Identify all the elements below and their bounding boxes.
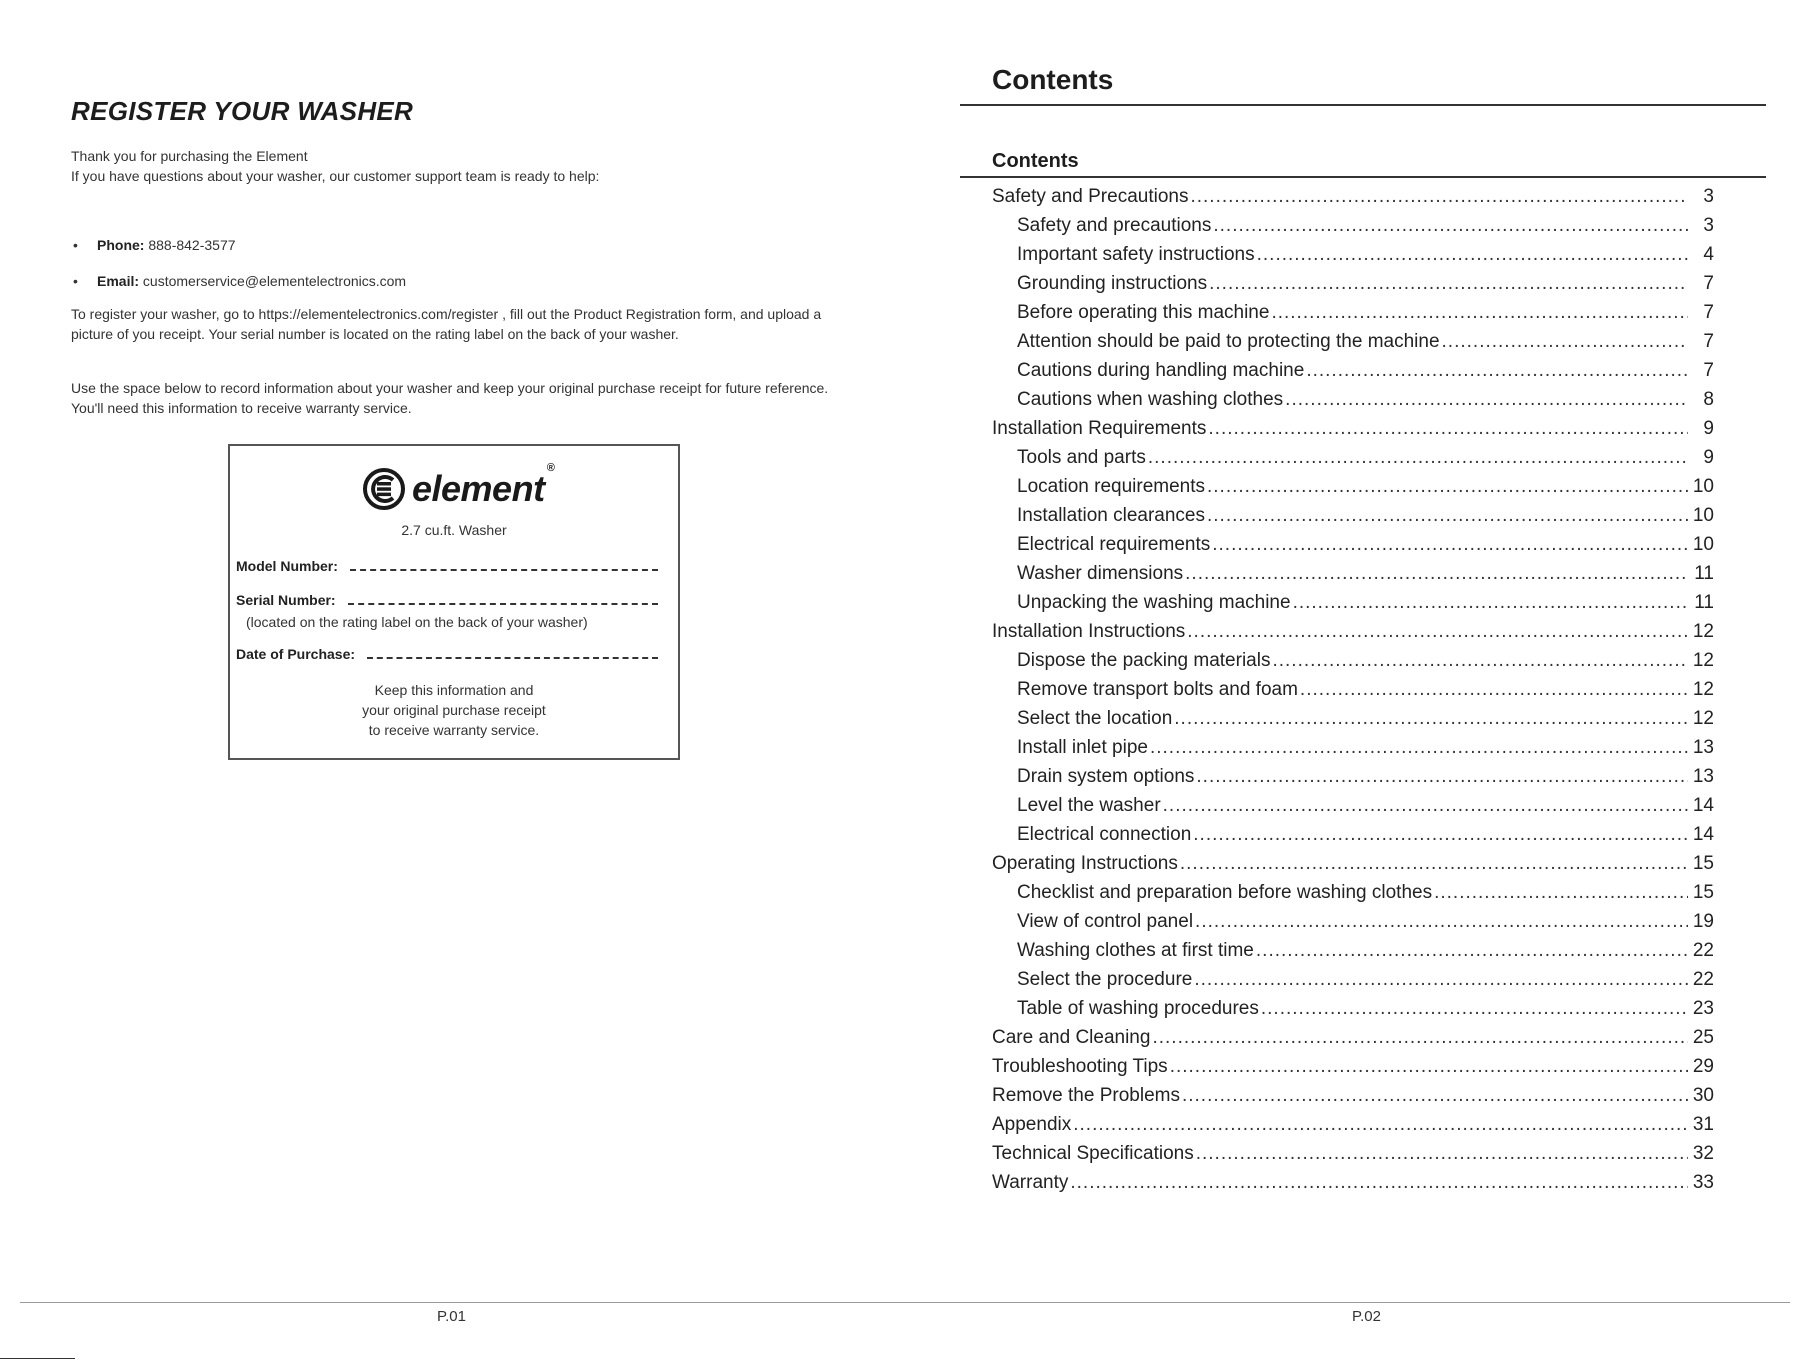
toc-entry-title: Electrical requirements (1017, 534, 1211, 555)
contents-title: Contents (992, 64, 1114, 95)
toc-entry-page: 30 (1692, 1085, 1714, 1106)
toc-entry-title: Checklist and preparation before washing clothes (1017, 882, 1433, 903)
toc-entry-page: 8 (1703, 389, 1714, 410)
toc-entry-title: Tools and parts (1017, 447, 1146, 468)
serial-number-line[interactable] (348, 603, 658, 605)
toc-entry-title: Level the washer (1017, 795, 1161, 816)
toc-entry-page: 22 (1692, 940, 1714, 961)
toc-entry[interactable] (992, 476, 1714, 505)
toc-entry-title: Safety and precautions (1017, 215, 1212, 236)
toc-entry[interactable] (992, 998, 1714, 1027)
contact-phone (71, 235, 406, 271)
toc-entry-title: Technical Specifications (992, 1143, 1194, 1164)
purchase-date-label: Date of Purchase: (236, 646, 356, 662)
toc-leader-dots (1261, 998, 1688, 1020)
toc-entry-page: 10 (1692, 476, 1714, 497)
toc-leader-dots (1285, 389, 1688, 411)
toc-leader-dots (1070, 1172, 1688, 1194)
toc-leader-dots (1193, 824, 1688, 846)
toc-leader-dots (1150, 737, 1688, 759)
toc-entry[interactable] (992, 215, 1714, 244)
brand-name (412, 462, 555, 510)
intro-line-2: If you have questions about your washer, our customer support team is ready to help: (71, 168, 600, 184)
toc-entry-page: 3 (1703, 186, 1714, 207)
toc-leader-dots (1208, 418, 1688, 440)
intro-line-1: Thank you for purchasing the Element (71, 148, 308, 164)
toc-entry-page: 15 (1692, 853, 1714, 874)
toc-leader-dots (1271, 302, 1688, 324)
toc-entry-page: 25 (1692, 1027, 1714, 1048)
toc-entry-title: Install inlet pipe (1017, 737, 1148, 758)
toc-entry-page: 12 (1692, 708, 1714, 729)
phone-label: Phone: (97, 237, 145, 253)
toc-entry-page: 12 (1692, 621, 1714, 642)
toc-entry[interactable] (992, 592, 1714, 621)
toc-entry[interactable] (992, 1085, 1714, 1114)
toc-leader-dots (1073, 1114, 1688, 1136)
keep-info-note (230, 680, 678, 740)
toc-leader-dots (1196, 1143, 1688, 1165)
toc-entry[interactable] (992, 708, 1714, 737)
toc-entry-page: 10 (1692, 505, 1714, 526)
toc-entry[interactable] (992, 302, 1714, 331)
card-subtitle: 2.7 cu.ft. Washer (401, 522, 507, 538)
toc-entry[interactable] (992, 563, 1714, 592)
toc-leader-dots (1300, 679, 1688, 701)
toc-leader-dots (1190, 186, 1688, 208)
toc-leader-dots (1148, 447, 1688, 469)
toc-entry[interactable] (992, 1114, 1714, 1143)
toc-leader-dots (1182, 1085, 1688, 1107)
toc-entry-page: 7 (1703, 331, 1714, 352)
toc-entry[interactable] (992, 737, 1714, 766)
toc-leader-dots (1306, 360, 1688, 382)
toc-leader-dots (1187, 621, 1688, 643)
toc-leader-dots (1257, 244, 1688, 266)
toc-entry-title: Select the location (1017, 708, 1173, 729)
toc-entry-title: Operating Instructions (992, 853, 1178, 874)
toc-entry-title: Safety and Precautions (992, 186, 1189, 207)
toc-entry-page: 14 (1692, 795, 1714, 816)
toc-entry[interactable] (992, 418, 1714, 447)
register-title: REGISTER YOUR WASHER (71, 96, 414, 126)
toc-entry-page: 22 (1692, 969, 1714, 990)
page-number-left: P.01 (437, 1308, 466, 1325)
toc-entry[interactable] (992, 650, 1714, 679)
contact-list (71, 235, 406, 307)
toc-leader-dots (1185, 563, 1688, 585)
toc-entry[interactable] (992, 679, 1714, 708)
toc-entry-title: Select the procedure (1017, 969, 1193, 990)
toc-entry-title: Drain system options (1017, 766, 1195, 787)
toc-leader-dots (1434, 882, 1688, 904)
toc-leader-dots (1209, 273, 1688, 295)
toc-entry-page: 11 (1694, 592, 1714, 613)
toc-entry-page: 9 (1703, 447, 1714, 468)
toc-entry-title: Installation Instructions (992, 621, 1186, 642)
purchase-date-line[interactable] (367, 657, 658, 659)
toc-entry-page: 7 (1703, 302, 1714, 323)
toc-leader-dots (1174, 708, 1688, 730)
toc-leader-dots (1163, 795, 1688, 817)
email-label: Email: (97, 273, 140, 289)
toc-entry-title: Remove transport bolts and foam (1017, 679, 1298, 700)
toc-entry[interactable] (992, 505, 1714, 534)
toc-leader-dots (1293, 592, 1688, 614)
toc-entry[interactable] (992, 360, 1714, 389)
toc-entry[interactable] (992, 273, 1714, 302)
toc-entry[interactable] (992, 1143, 1714, 1172)
toc-entry[interactable] (992, 795, 1714, 824)
page-number-right: P.02 (1352, 1308, 1381, 1325)
toc-entry-page: 3 (1703, 215, 1714, 236)
keep-line-1: Keep this information and (374, 682, 534, 698)
toc-entry[interactable] (992, 853, 1714, 882)
toc-entry[interactable] (992, 766, 1714, 795)
toc-entry[interactable] (992, 621, 1714, 650)
toc-entry-page: 12 (1692, 679, 1714, 700)
toc-leader-dots (1195, 911, 1688, 933)
keep-line-3: to receive warranty service. (368, 722, 540, 738)
toc-entry-page: 19 (1692, 911, 1714, 932)
toc-entry-title: Cautions during handling machine (1017, 360, 1305, 381)
registered-mark: ® (546, 462, 555, 474)
toc-leader-dots (1170, 1056, 1688, 1078)
toc-entry-title: Location requirements (1017, 476, 1205, 497)
corner-mark (0, 1358, 75, 1359)
toc-leader-dots (1196, 766, 1688, 788)
toc-leader-dots (1207, 476, 1688, 498)
toc-entry-title: Electrical connection (1017, 824, 1192, 845)
record-instructions: Use the space below to record information about your washer and keep your original purchase receipt for future reference. You'll need this information to receive warranty service. (71, 380, 829, 416)
toc-entry-title: Cautions when washing clothes (1017, 389, 1284, 410)
toc-entry-page: 23 (1692, 998, 1714, 1019)
brand-wordmark: element (412, 468, 545, 509)
toc-entry-title: Dispose the packing materials (1017, 650, 1271, 671)
toc-leader-dots (1256, 940, 1688, 962)
toc-entry[interactable] (992, 447, 1714, 476)
toc-entry-page: 29 (1692, 1056, 1714, 1077)
toc-leader-dots (1213, 215, 1688, 237)
toc-entry-page: 9 (1703, 418, 1714, 439)
subtitle-divider (960, 176, 1766, 178)
toc-entry[interactable] (992, 940, 1714, 969)
toc-entry-page: 15 (1692, 882, 1714, 903)
toc-entry-page: 7 (1703, 273, 1714, 294)
toc-entry[interactable] (992, 244, 1714, 273)
toc-leader-dots (1212, 534, 1688, 556)
toc-entry-page: 10 (1692, 534, 1714, 555)
toc-entry-title: Before operating this machine (1017, 302, 1270, 323)
toc-entry-title: Attention should be paid to protecting the machine (1017, 331, 1440, 352)
purchase-date-field[interactable] (236, 646, 658, 662)
serial-number-label: Serial Number: (236, 592, 336, 608)
toc-entry-title: Remove the Problems (992, 1085, 1180, 1106)
serial-location-note: (located on the rating label on the back of your washer) (246, 614, 588, 630)
toc-entry-page: 14 (1692, 824, 1714, 845)
serial-number-field[interactable] (236, 592, 658, 608)
contents-subtitle: Contents (992, 150, 1079, 172)
toc-entry-title: Important safety instructions (1017, 244, 1255, 265)
phone-value: 888-842-3577 (144, 237, 236, 253)
toc-entry-page: 32 (1692, 1143, 1714, 1164)
keep-line-2: your original purchase receipt (362, 702, 546, 718)
model-number-line[interactable] (350, 569, 658, 571)
toc-entry[interactable] (992, 969, 1714, 998)
toc-entry-title: Unpacking the washing machine (1017, 592, 1291, 613)
toc-entry-page: 12 (1692, 650, 1714, 671)
toc-entry-title: Table of washing procedures (1017, 998, 1259, 1019)
toc-entry-page: 13 (1692, 737, 1714, 758)
toc-entry-page: 13 (1692, 766, 1714, 787)
intro-text (71, 146, 851, 186)
element-logo-icon (362, 467, 406, 511)
toc-entry[interactable] (992, 1027, 1714, 1056)
toc-entry-title: Installation Requirements (992, 418, 1207, 439)
toc-entry[interactable] (992, 534, 1714, 563)
toc-entry-page: 4 (1703, 244, 1714, 265)
left-page (0, 0, 900, 1300)
toc-entry-title: Installation clearances (1017, 505, 1205, 526)
title-divider (960, 104, 1766, 106)
register-instructions: To register your washer, go to https://elementelectronics.com/register , fill out the Product Registration form, and upload a picture of you receipt. Your serial number is located on the rating label on the back of your washer. (71, 306, 822, 342)
toc-entry-title: Care and Cleaning (992, 1027, 1151, 1048)
toc-entry-title: Washing clothes at first time (1017, 940, 1254, 961)
toc-entry[interactable] (992, 389, 1714, 418)
toc-entry-title: Warranty (992, 1172, 1069, 1193)
email-value: customerservice@elementelectronics.com (139, 273, 407, 289)
right-page (960, 0, 1803, 1300)
brand-logo (362, 464, 554, 514)
toc-entry-page: 33 (1692, 1172, 1714, 1193)
table-of-contents (992, 186, 1714, 1201)
toc-leader-dots (1207, 505, 1688, 527)
toc-entry-title: View of control panel (1017, 911, 1194, 932)
toc-leader-dots (1180, 853, 1688, 875)
toc-leader-dots (1194, 969, 1688, 991)
footer-divider (20, 1302, 1790, 1303)
toc-entry-page: 31 (1692, 1114, 1714, 1135)
toc-entry-page: 7 (1703, 360, 1714, 381)
toc-entry-title: Grounding instructions (1017, 273, 1208, 294)
toc-entry[interactable] (992, 1172, 1714, 1201)
toc-entry[interactable] (992, 911, 1714, 940)
toc-entry[interactable] (992, 882, 1714, 911)
toc-leader-dots (1272, 650, 1688, 672)
toc-entry[interactable] (992, 186, 1714, 215)
toc-entry[interactable] (992, 824, 1714, 853)
registration-card (228, 444, 680, 760)
model-number-label: Model Number: (236, 558, 338, 574)
toc-entry-title: Troubleshooting Tips (992, 1056, 1168, 1077)
toc-entry-title: Washer dimensions (1017, 563, 1184, 584)
contact-email (71, 271, 406, 307)
toc-leader-dots (1152, 1027, 1688, 1049)
toc-entry[interactable] (992, 331, 1714, 360)
toc-entry-page: 11 (1694, 563, 1714, 584)
toc-entry[interactable] (992, 1056, 1714, 1085)
toc-entry-title: Appendix (992, 1114, 1072, 1135)
model-number-field[interactable] (236, 558, 658, 574)
toc-leader-dots (1442, 331, 1688, 353)
